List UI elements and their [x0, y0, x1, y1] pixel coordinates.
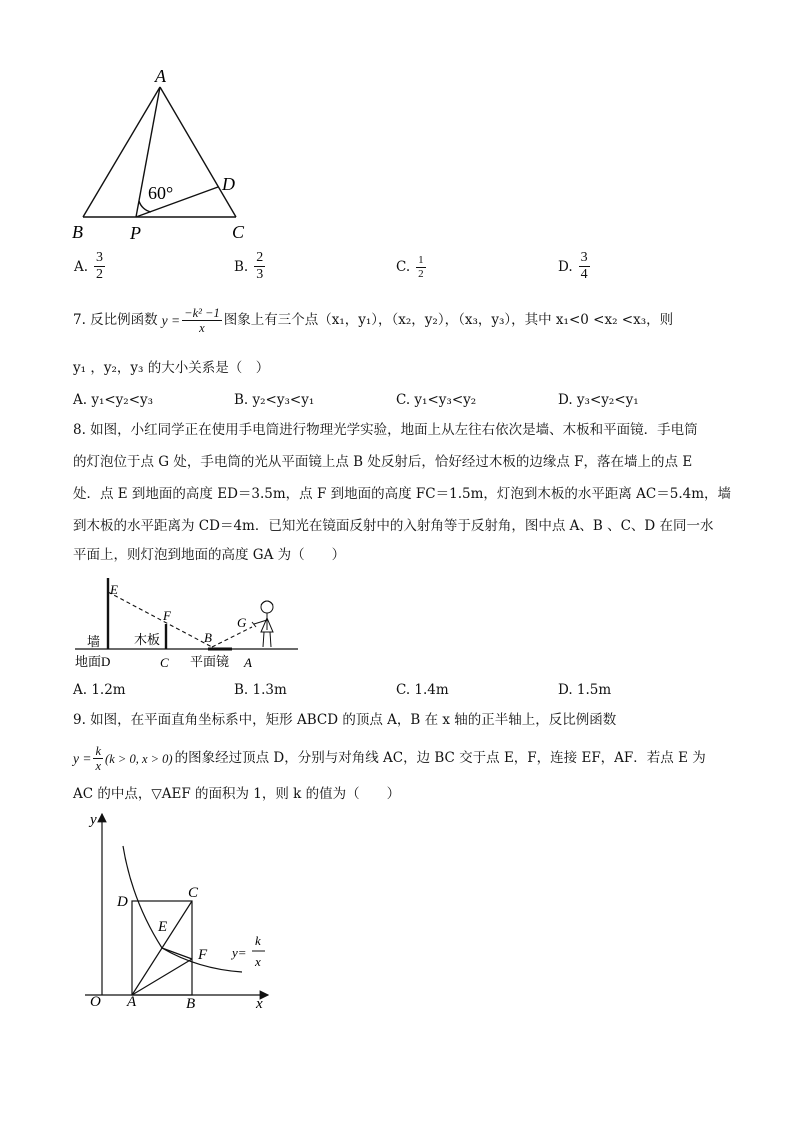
- q9-func-y: y =: [73, 751, 92, 767]
- q8-label-A: A: [244, 655, 252, 670]
- q9-curve-label-y: y=: [232, 945, 247, 960]
- q7-option-d[interactable]: D. y₃<y₂<y₁: [558, 392, 639, 408]
- q8-label-F: F: [163, 608, 171, 623]
- q6-option-c[interactable]: [396, 254, 426, 280]
- q9-label-C: C: [188, 885, 199, 901]
- q9-condition: (k > 0, x > 0): [105, 751, 173, 766]
- q7-suffix: 图象上有三个点（x₁，y₁），（x₂，y₂），（x₃，y₃），其中 x₁<0 <x₂ <x₃，则: [223, 312, 674, 329]
- q7-option-c[interactable]: C. y₁<y₃<y₂: [396, 392, 477, 408]
- q7-formula-fraction: $\frac{\text{−k² −1}}{x}$: [184, 306, 220, 336]
- q8-label-B: B: [204, 630, 212, 645]
- q9-label-F: F: [198, 947, 208, 963]
- q9-stem-line1: 9. 如图，在平面直角坐标系中，矩形 ABCD 的顶点 A，B 在 x 轴的正半轴上，反比例函数: [73, 712, 617, 728]
- q8-label-C: C: [160, 655, 169, 670]
- q6-label-A: A: [155, 66, 166, 86]
- q9-label-A: A: [127, 994, 137, 1010]
- q8-label-board: 木板: [134, 632, 161, 647]
- q8-stem-line1: 8. 如图，小红同学正在使用手电筒进行物理光学实验，地面上从左往右依次是墙、木板和平面镜．手电筒: [73, 422, 698, 438]
- q8-label-G: G: [237, 615, 247, 630]
- q8-stem-line3: 处．点 E 到地面的高度 ED＝3.5m，点 F 到地面的高度 FC＝1.5m，灯泡到木板的水平距离 AC＝5.4m，墙: [73, 486, 732, 502]
- q6-label-P: P: [130, 223, 141, 243]
- q9-label-D: D: [117, 894, 128, 910]
- q8-option-b[interactable]: B. 1.3m: [234, 682, 287, 698]
- q6-label-C: C: [232, 222, 245, 242]
- q8-stem-line2: 的灯泡位于点 G 处，手电筒的光从平面镜上点 B 处反射后，恰好经过木板的边缘点 F，落在墙上的点 E: [73, 454, 693, 470]
- q8-option-d[interactable]: D. 1.5m: [558, 682, 612, 698]
- q9-stem-line3: AC 的中点，▽AEF 的面积为 1，则 k 的值为（ ）: [73, 786, 401, 802]
- q7-formula-y: y =: [161, 313, 181, 329]
- q8-mirror-figure: [70, 570, 310, 675]
- q8-label-E: E: [110, 582, 118, 597]
- q8-label-wall: 墙: [87, 634, 101, 649]
- q7-option-b[interactable]: B. y₂<y₃<y₁: [234, 392, 315, 408]
- q9-func-fraction: $\frac{k}{x}$: [95, 744, 102, 774]
- q9-label-E: E: [158, 919, 168, 935]
- q8-stem-line5: 平面上，则灯泡到地面的高度 GA 为（ ）: [73, 547, 346, 563]
- option-label: C.: [396, 259, 411, 276]
- q9-curve-label-den: x: [255, 954, 261, 969]
- fraction: $\frac{1}{2}$: [418, 254, 424, 280]
- option-label: A.: [74, 258, 89, 275]
- q9-label-B: B: [186, 996, 196, 1012]
- q9-line2-rest: 的图象经过顶点 D，分别与对角线 AC，边 BC 交于点 E，F，连接 EF，AF．若点 E 为: [174, 750, 706, 767]
- q6-option-a[interactable]: [74, 250, 105, 283]
- fraction: $\frac{3}{2}$: [96, 250, 104, 283]
- fraction: $\frac{3}{4}$: [580, 250, 588, 283]
- q6-label-B: B: [72, 222, 83, 242]
- q8-stem-line4: 到木板的水平距离为 CD＝4m．已知光在镜面反射中的入射角等于反射角，图中点 A、B 、C、D 在同一水: [73, 518, 714, 534]
- q6-label-D: D: [222, 174, 235, 194]
- q7-stem-line2: y₁ ，y₂，y₃ 的大小关系是（ ）: [73, 360, 270, 376]
- q8-label-ground-D: 地面D: [75, 654, 111, 669]
- q9-label-O: O: [90, 994, 101, 1010]
- q9-stem-line2: [73, 744, 706, 774]
- option-label: D.: [558, 258, 573, 275]
- q7-prefix: 7. 反比例函数: [73, 312, 158, 329]
- q7-stem-line1: [73, 306, 673, 336]
- q8-label-mirror: 平面镜: [190, 654, 230, 669]
- q6-option-d[interactable]: [558, 250, 590, 283]
- q8-option-a[interactable]: A. 1.2m: [73, 682, 126, 698]
- q9-label-x-axis: x: [256, 996, 263, 1012]
- q9-coordinate-figure: [80, 808, 280, 1018]
- option-label: B.: [234, 258, 249, 275]
- q7-option-a[interactable]: A. y₁<y₂<y₃: [73, 392, 154, 408]
- q6-triangle-figure: [60, 60, 260, 250]
- q9-label-y-axis: y: [90, 812, 97, 828]
- q9-curve-label-num: k: [255, 933, 261, 948]
- q8-option-c[interactable]: C. 1.4m: [396, 682, 449, 698]
- q6-angle-label: 60°: [148, 183, 174, 203]
- fraction: $\frac{2}{3}$: [256, 250, 264, 283]
- q6-option-b[interactable]: [234, 250, 265, 283]
